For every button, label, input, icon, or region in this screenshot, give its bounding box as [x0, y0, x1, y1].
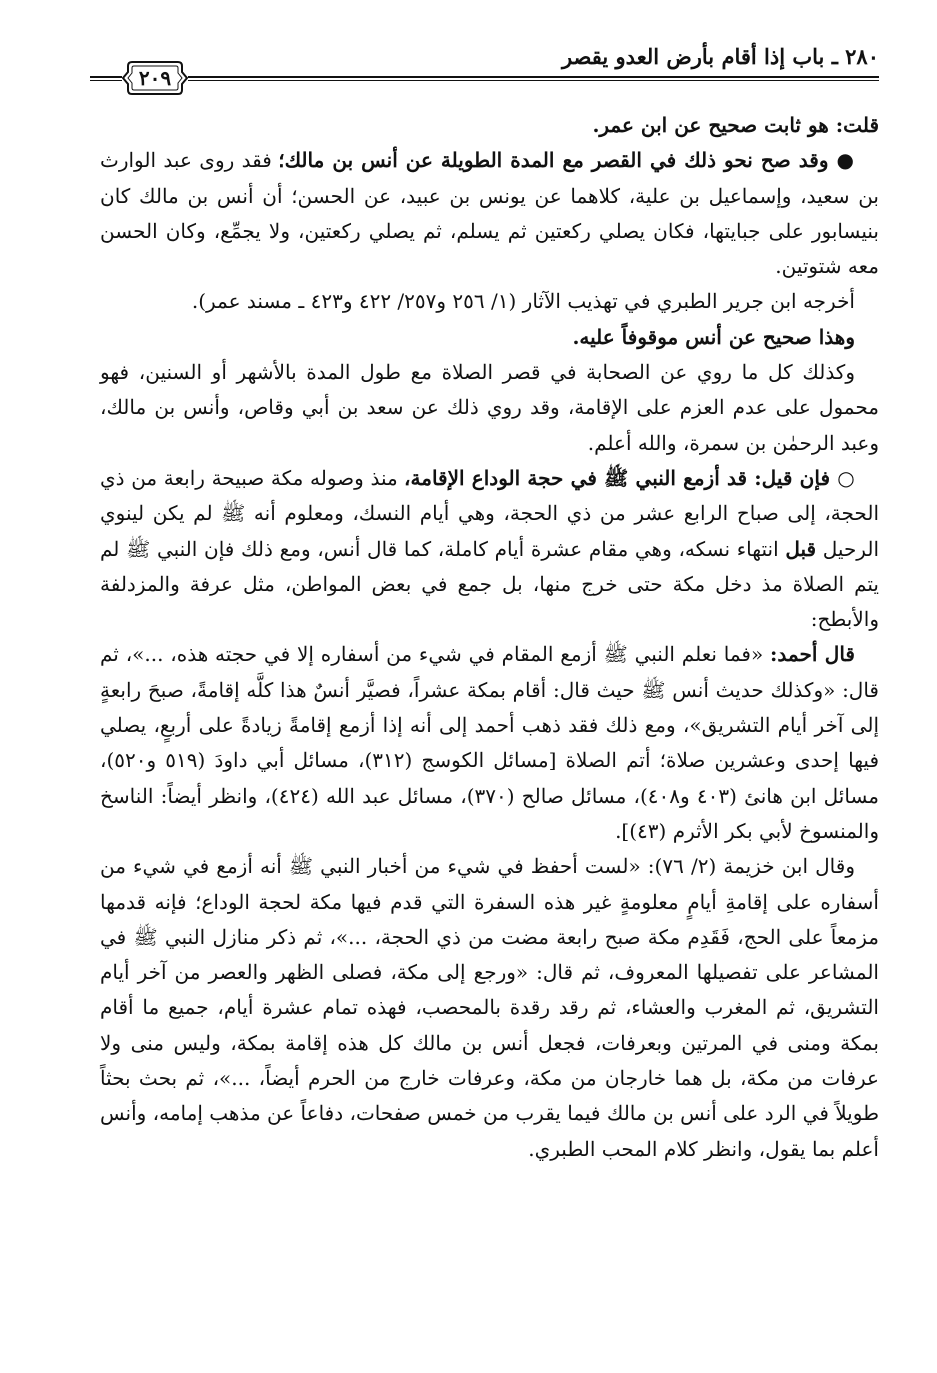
header-rule-thin [188, 80, 879, 81]
body-text: وكذلك كل ما روي عن الصحابة في قصر الصلاة مع طول المدة بالأشهر أو السنين، فهو محمول على عدم العزم على الإقامة، وقد روي ذلك عن سعد بن أبي وقاص، وأنس بن مالك، وعبد الرحمٰن بن سمرة، والله أعلم. [100, 360, 879, 455]
bold-text: قال أحمد: [770, 642, 855, 667]
page-number: ٢٠٩ [138, 66, 172, 90]
page-header [90, 40, 879, 96]
bold-text: قلت: هو ثابت صحيح عن ابن عمر. [592, 113, 879, 137]
page-number-ornament [122, 58, 188, 98]
bold-text: ○ فإن قيل: قد أزمع النبي ﷺ في حجة الوداع الإقامة، [404, 465, 855, 490]
bold-text: وهذا صحيح عن أنس موقوفاً عليه. [572, 324, 855, 349]
paragraph-p1 [100, 108, 879, 143]
header-rule-left [90, 76, 122, 78]
paragraph-p6 [100, 461, 879, 637]
body-text: فقد روى عبد الوارث بن سعيد، وإسماعيل بن علية، كلاهما عن يونس بن عبيد، عن الحسن؛ أن أنس بن مالك كان بنيسابور على جبايتها، فكان يصلي ركعتين ثم يسلم، ثم يصلي ركعتين، ولا يجمِّع، وكان الحسن معه شتوتين. [100, 148, 879, 279]
paragraph-p5 [100, 355, 879, 461]
body-text: وقال ابن خزيمة (٢/ ٧٦): «لست أحفظ في شيء من أخبار النبي ﷺ أنه أزمع في شيء من أسفاره على إقامةِ أيامٍ معلومةٍ غير هذه السفرة التي قدم فيها مكة لحجة الوداع؛ فإنه قدمها مزمعاً على الحج، فَقَدِم مكة صبح رابعة مضت من ذي الحجة، ...»، ثم ذكر منازل النبي ﷺ في المشاعر على تفصيلها المعروف، ثم قال: «ورجع إلى مكة، فصلى الظهر والعصر من آخر أيام التشريق، ثم المغرب والعشاء، ثم رقد رقدة بالمحصب، فهذه تمام عشرة أيام، جميع ما أقام بمكة ومنى في المرتين وبعرفات، فجعل أنس بن مالك كل هذه إقامة بمكة، وليس منى ولا عرفات من مكة، بل هما خارجان من مكة، وعرفات خارج من الحرم أيضاً، ...»، ثم بحث بحثاً طويلاً في الرد على أنس بن مالك فيما يقرب من خمس صفحات، دفاعاً عن مذهب إمامه، وأنس أعلم بما يقول، وانظر كلام المحب الطبري. [100, 854, 879, 1161]
body-text: انتهاء نسكه، وهي مقام عشرة أيام كاملة، كما قال أنس، ومع ذلك فإن النبي ﷺ لم يتم الصلاة مذ دخل مكة حتى خرج منها، بل جمع في بعض المواطن، مثل عرفة والمزدلفة والأبطح: [100, 536, 879, 632]
paragraph-p4 [100, 320, 879, 355]
paragraph-p8 [100, 849, 879, 1167]
bold-text: ● وقد صح نحو ذلك في القصر مع المدة الطويلة عن أنس بن مالك؛ [278, 148, 855, 173]
paragraph-p3 [100, 284, 879, 319]
paragraph-p7 [100, 637, 879, 849]
bold-text: قبل [785, 536, 817, 561]
paragraph-p2 [100, 143, 879, 284]
body-text: منذ وصوله مكة صبيحة رابعة من ذي الحجة، إلى صباح الرابع عشر من ذي الحجة، وهي أيام النسك، ومعلوم أنه ﷺ لم يكن لينوي الرحيل [100, 465, 879, 561]
body-text: «فما نعلم النبي ﷺ أزمع المقام في شيء من أسفاره إلا في حجته هذه، ...»، ثم قال: «وكذلك حديث أنس ﷺ حيث قال: أقام بمكة عشراً، فصيَّر أنسٌ هذا كلَّه إقامةً، صبحَ رابعةٍ إلى آخر أيام التشريق»، ومع ذلك فقد ذهب أحمد إلى أنه إذا أزمع إقامةً زيادةً على أربعٍ، يصلي فيها إحدى وعشرين صلاة؛ أتم الصلاة [مسائل الكوسج (٣١٢)، مسائل أبي داودَ (٥١٩ و٥٢٠)، مسائل ابن هانئ (٤٠٣ و٤٠٨)، مسائل صالح (٣٧٠)، مسائل عبد الله (٤٢٤)، وانظر أيضاً: الناسخ والمنسوخ لأبي بكر الأثرم (٤٣)]. [100, 642, 880, 843]
running-title: ٢٨٠ ـ باب إذا أقام بأرض العدو يقصر [561, 44, 879, 69]
body-text: أخرجه ابن جرير الطبري في تهذيب الآثار (١/ ٢٥٦ و٢٥٧/ ٤٢٢ و٤٢٣ ـ مسند عمر). [191, 289, 855, 314]
header-rule-left-thin [90, 80, 122, 81]
page-body [100, 108, 879, 1167]
header-rule [188, 76, 879, 78]
